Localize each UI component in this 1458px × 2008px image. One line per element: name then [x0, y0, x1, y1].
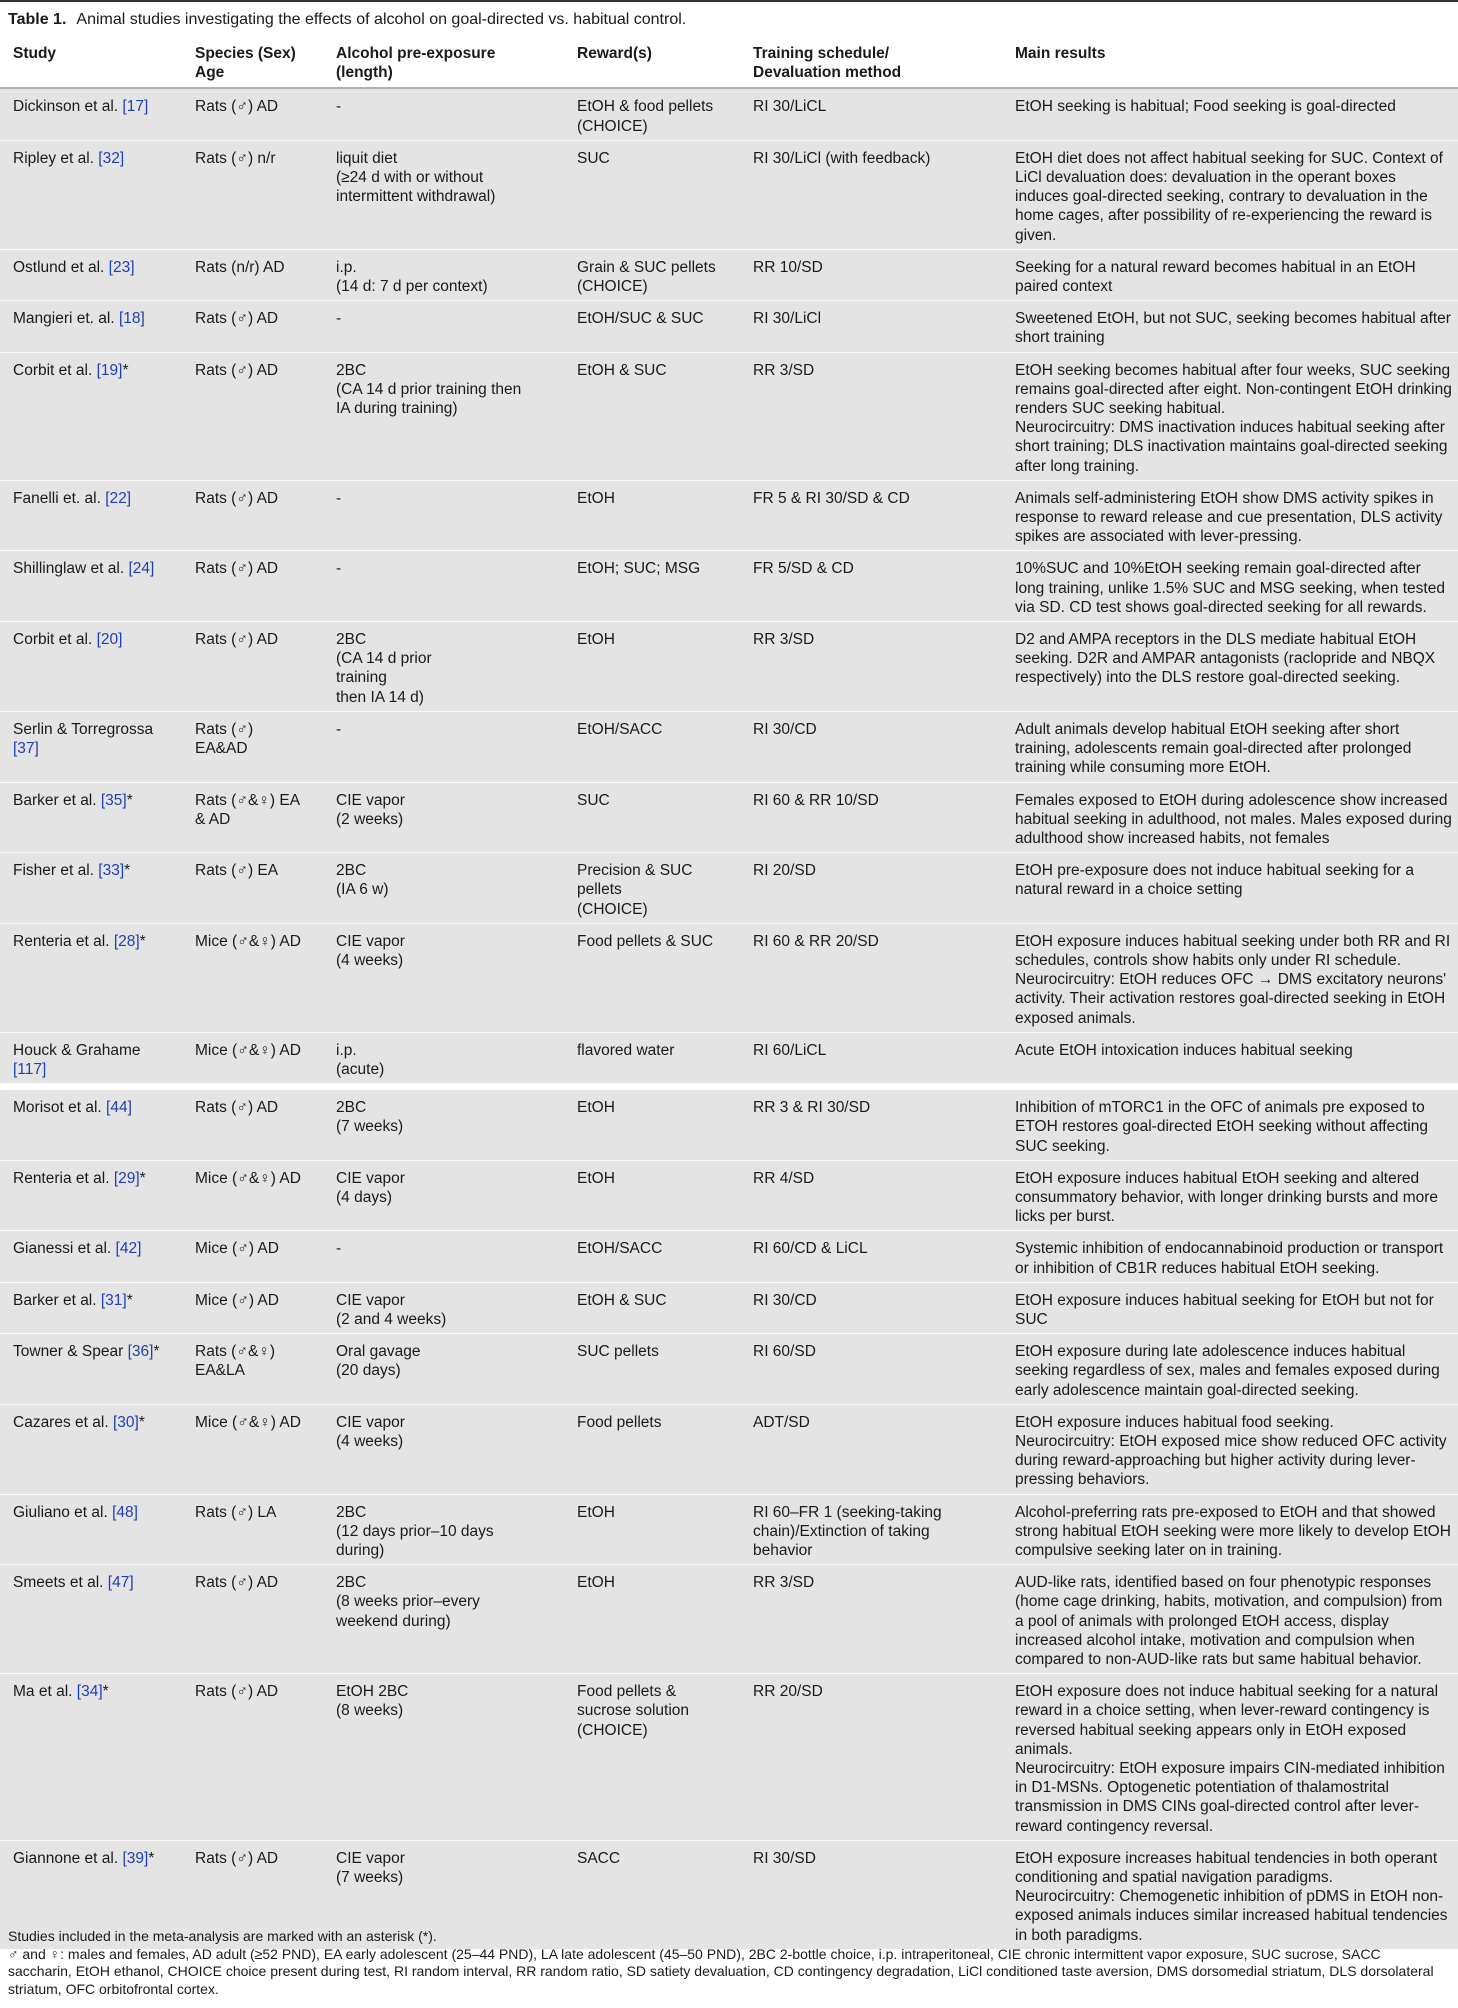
reward-cell: SACC [564, 1840, 740, 1949]
reference-link[interactable]: [37] [13, 740, 39, 758]
schedule-cell: RI 60/SD [740, 1334, 1002, 1405]
results-cell: EtOH exposure induces habitual food seeking. Neurocircuitry: EtOH exposed mice show reduced OFC activity during reward-approaching but higher activity during lever-pressing behaviors. [1002, 1404, 1458, 1494]
reference-link[interactable]: [18] [118, 310, 145, 328]
results-cell: Seeking for a natural reward becomes habitual in an EtOH paired context [1002, 249, 1458, 300]
exposure-cell: Oral gavage (20 days) [323, 1334, 564, 1405]
reference-link[interactable]: [24] [128, 560, 155, 578]
reward-cell: EtOH/SACC [564, 711, 740, 782]
study-cell [0, 853, 182, 924]
study-cell [0, 782, 182, 853]
schedule-cell: RI 30/SD [740, 1840, 1002, 1949]
species-cell: Rats (♂) LA [182, 1494, 323, 1565]
table-row [0, 1334, 1458, 1405]
species-cell: Rats (♂) AD [182, 88, 323, 140]
exposure-cell: 2BC (8 weeks prior–every weekend during) [323, 1565, 564, 1674]
table-row [0, 1282, 1458, 1333]
table-row [0, 1231, 1458, 1282]
study-authors: Barker et al. [13, 791, 97, 809]
study-cell [0, 140, 182, 249]
table-row [0, 1160, 1458, 1231]
species-cell: Rats (♂) n/r [182, 140, 323, 249]
column-header-exposure: Alcohol pre-exposure (length) [323, 34, 564, 88]
study-cell [0, 1494, 182, 1565]
reward-cell: EtOH [564, 480, 740, 551]
schedule-cell: FR 5/SD & CD [740, 551, 1002, 622]
reward-cell: EtOH [564, 1090, 740, 1160]
results-cell: Systemic inhibition of endocannabinoid production or transport or inhibition of CB1R reduces habitual EtOH seeking. [1002, 1231, 1458, 1282]
exposure-cell: - [323, 1231, 564, 1282]
species-cell: Rats (n/r) AD [182, 249, 323, 300]
exposure-cell: - [323, 301, 564, 352]
table-row [0, 301, 1458, 352]
species-cell: Rats (♂) AD [182, 551, 323, 622]
schedule-cell: RR 3 & RI 30/SD [740, 1090, 1002, 1160]
results-cell: Alcohol-preferring rats pre-exposed to EtOH and that showed strong habitual EtOH seeking were more likely to develop EtOH compulsive seeking later on in training. [1002, 1494, 1458, 1565]
reference-link[interactable]: [23] [108, 258, 135, 276]
study-authors: Corbit et al. [13, 631, 93, 649]
schedule-cell: RI 60 & RR 10/SD [740, 782, 1002, 853]
exposure-cell: - [323, 480, 564, 551]
schedule-cell: RR 3/SD [740, 622, 1002, 712]
table-body [0, 88, 1458, 1949]
schedule-cell: ADT/SD [740, 1404, 1002, 1494]
table-title: Animal studies investigating the effects of alcohol on goal-directed vs. habitual control. [76, 11, 687, 28]
reward-cell: SUC [564, 140, 740, 249]
results-cell: EtOH exposure induces habitual EtOH seeking and altered consummatory behavior, with longer drinking bursts and more licks per burst. [1002, 1160, 1458, 1231]
results-cell: EtOH exposure increases habitual tendencies in both operant conditioning and spatial navigation paradigms. Neurocircuitry: Chemogenetic inhibition of pDMS in EtOH non-exposed animals induces similar increased habitual tendencies in both paradigms. [1002, 1840, 1458, 1949]
study-authors: Towner & Spear [13, 1343, 124, 1361]
reward-cell: Grain & SUC pellets (CHOICE) [564, 249, 740, 300]
table-row [0, 711, 1458, 782]
meta-analysis-marker: * [122, 361, 129, 379]
reward-cell: EtOH/SACC [564, 1231, 740, 1282]
exposure-cell: CIE vapor (4 weeks) [323, 1404, 564, 1494]
reference-link[interactable]: [44] [106, 1099, 132, 1117]
results-cell: EtOH seeking is habitual; Food seeking is goal-directed [1002, 88, 1458, 140]
reward-cell: SUC pellets [564, 1334, 740, 1405]
schedule-cell: RI 60/CD & LiCL [740, 1231, 1002, 1282]
results-cell: EtOH exposure does not induce habitual seeking for a natural reward in a choice setting, when lever-reward contingency is reversed habitual seeking appears only in EtOH exposed animals. Neurocircuitry: EtOH exposure impairs CIN-mediated inhibition in D1-MSNs. Optogenetic potentiation of thalamostrital transmission in DMS CINs goal-directed control after lever-reward contingency reversal. [1002, 1674, 1458, 1841]
study-cell [0, 711, 182, 782]
exposure-cell: i.p. (acute) [323, 1032, 564, 1083]
exposure-cell: i.p. (14 d: 7 d per context) [323, 249, 564, 300]
reward-cell: EtOH & SUC [564, 1282, 740, 1333]
table-row [0, 853, 1458, 924]
results-cell: Animals self-administering EtOH show DMS activity spikes in response to reward release and cue presentation, DLS activity spikes are associated with lever-pressing. [1002, 480, 1458, 551]
table-row [0, 1090, 1458, 1160]
table-label: Table 1. [8, 11, 67, 28]
study-cell [0, 1404, 182, 1494]
reward-cell: EtOH; SUC; MSG [564, 551, 740, 622]
footnote-abbreviations: ♂ and ♀: males and females, AD adult (≥52 PND), EA early adolescent (25–44 PND), LA late adolescent (45–50 PND), 2BC 2-bottle choice, i.p. intraperitoneal, CIE chronic intermittent vapor exposure, SUC sucrose, SACC saccharin, EtOH ethanol, CHOICE choice present during test, RI random interval, RR random ratio, SD satiety devaluation, CD contingency degradation, LiCl conditioned taste aversion, DMS dorsomedial striatum, DLS dorsolateral striatum, OFC orbitofrontal cortex. [8, 1945, 1434, 1997]
column-header-rewards: Reward(s) [564, 34, 740, 88]
study-cell [0, 1231, 182, 1282]
reward-cell: Food pellets & SUC [564, 923, 740, 1032]
species-cell: Mice (♂&♀) AD [182, 1404, 323, 1494]
exposure-cell: CIE vapor (4 weeks) [323, 923, 564, 1032]
study-cell [0, 1565, 182, 1674]
column-header-results: Main results [1002, 34, 1458, 88]
schedule-cell: RR 10/SD [740, 249, 1002, 300]
study-cell [0, 1090, 182, 1160]
reference-link[interactable]: [20] [96, 631, 123, 649]
reference-link[interactable]: [30] [112, 1413, 139, 1431]
reference-link[interactable]: [33] [98, 862, 125, 880]
table-footnotes [8, 1928, 1448, 1998]
reference-link[interactable]: [47] [107, 1574, 134, 1592]
exposure-cell: 2BC (IA 6 w) [323, 853, 564, 924]
schedule-cell: RI 30/CD [740, 1282, 1002, 1333]
exposure-cell: - [323, 711, 564, 782]
reward-cell: EtOH [564, 1160, 740, 1231]
study-cell [0, 622, 182, 712]
species-cell: Rats (♂&♀) EA&LA [182, 1334, 323, 1405]
study-authors: Renteria et al. [13, 932, 110, 950]
species-cell: Rats (♂) AD [182, 1565, 323, 1674]
study-authors: Dickinson et al. [13, 98, 119, 116]
table-row [0, 622, 1458, 712]
study-cell [0, 1674, 182, 1841]
table-row [0, 551, 1458, 622]
species-cell: Rats (♂) AD [182, 1674, 323, 1841]
study-authors: Serlin & Torregrossa [13, 720, 154, 738]
exposure-cell: CIE vapor (2 weeks) [323, 782, 564, 853]
study-cell [0, 551, 182, 622]
meta-analysis-marker: * [124, 862, 131, 880]
study-cell [0, 1160, 182, 1231]
results-cell: Sweetened EtOH, but not SUC, seeking becomes habitual after short training [1002, 301, 1458, 352]
reference-link[interactable]: [42] [115, 1240, 142, 1258]
species-cell: Mice (♂&♀) AD [182, 1032, 323, 1083]
study-cell [0, 1032, 182, 1083]
table-row [0, 1032, 1458, 1083]
results-cell: AUD-like rats, identified based on four phenotypic responses (home cage drinking, habits, motivation, and compulsion) from a pool of animals with prolonged EtOH access, display increased alcohol intake, motivation and compulsion when compared to non-AUD-like rats but same habitual behavior. [1002, 1565, 1458, 1674]
study-authors: Corbit et al. [13, 361, 93, 379]
study-cell [0, 1282, 182, 1333]
species-cell: Rats (♂) AD [182, 301, 323, 352]
reference-link[interactable]: [19] [96, 361, 123, 379]
schedule-cell: RR 3/SD [740, 352, 1002, 480]
study-authors: Ripley et al. [13, 149, 94, 167]
results-cell: EtOH pre-exposure does not induce habitual seeking for a natural reward in a choice setting [1002, 853, 1458, 924]
species-cell: Rats (♂) EA [182, 853, 323, 924]
table-row [0, 1404, 1458, 1494]
results-cell: Females exposed to EtOH during adolescence show increased habitual seeking in adulthood, not males. Males exposed during adulthood show increased habits, not females [1002, 782, 1458, 853]
reward-cell: flavored water [564, 1032, 740, 1083]
results-cell: D2 and AMPA receptors in the DLS mediate habitual EtOH seeking. D2R and AMPAR antagonists (raclopride and NBQX respectively) into the DLS restore goal-directed seeking. [1002, 622, 1458, 712]
reference-link[interactable]: [32] [98, 149, 125, 167]
study-cell [0, 301, 182, 352]
study-authors: Houck & Grahame [13, 1041, 141, 1059]
study-authors: Fanelli et. al. [13, 489, 101, 507]
study-authors: Cazares et al. [13, 1413, 109, 1431]
schedule-cell: RI 30/LiCl (with feedback) [740, 140, 1002, 249]
column-header-species: Species (Sex) Age [182, 34, 323, 88]
results-cell: EtOH diet does not affect habitual seeking for SUC. Context of LiCl devaluation does: devaluation in the operant boxes induces goal-directed seeking, contrary to devaluation in the home cages, after possibility of re-experiencing the reward is given. [1002, 140, 1458, 249]
meta-analysis-marker: * [148, 1849, 155, 1867]
study-authors: Renteria et al. [13, 1169, 110, 1187]
reward-cell: Food pellets & sucrose solution (CHOICE) [564, 1674, 740, 1841]
schedule-cell: RI 60/LiCL [740, 1032, 1002, 1083]
results-cell: EtOH seeking becomes habitual after four weeks, SUC seeking remains goal-directed after eight. Non-contingent EtOH drinking renders SUC seeking habitual. Neurocircuitry: DMS inactivation induces habitual seeking after short training; DLS inactivation maintains goal-directed seeking after long training. [1002, 352, 1458, 480]
reference-link[interactable]: [28] [113, 932, 140, 950]
reference-link[interactable]: [22] [105, 489, 132, 507]
species-cell: Rats (♂) EA&AD [182, 711, 323, 782]
table-caption-bar [0, 0, 1458, 33]
table-row [0, 923, 1458, 1032]
study-cell [0, 352, 182, 480]
table-row [0, 782, 1458, 853]
reference-link[interactable]: [17] [122, 98, 149, 116]
schedule-cell: RI 30/LiCl [740, 301, 1002, 352]
reward-cell: EtOH/SUC & SUC [564, 301, 740, 352]
exposure-cell: 2BC (CA 14 d prior training then IA during training) [323, 352, 564, 480]
reward-cell: EtOH & food pellets (CHOICE) [564, 88, 740, 140]
results-cell: EtOH exposure during late adolescence induces habitual seeking regardless of sex, males and females exposed during early adolescence maintain goal-directed seeking. [1002, 1334, 1458, 1405]
column-header-study: Study [0, 34, 182, 88]
reference-link[interactable]: [39] [122, 1849, 149, 1867]
study-authors: Mangieri et. al. [13, 310, 115, 328]
study-cell [0, 249, 182, 300]
results-cell: EtOH exposure induces habitual seeking under both RR and RI schedules, controls show habits only under RI schedule. Neurocircuitry: EtOH reduces OFC → DMS excitatory neurons' activity. Their activation restores goal-directed seeking in EtOH exposed animals. [1002, 923, 1458, 1032]
column-header-schedule: Training schedule/ Devaluation method [740, 34, 1002, 88]
schedule-cell: FR 5 & RI 30/SD & CD [740, 480, 1002, 551]
reference-link[interactable]: [31] [100, 1291, 127, 1309]
reference-link[interactable]: [117] [13, 1060, 47, 1078]
species-cell: Rats (♂) AD [182, 1090, 323, 1160]
reward-cell: Precision & SUC pellets (CHOICE) [564, 853, 740, 924]
meta-analysis-marker: * [153, 1343, 160, 1361]
schedule-cell: RR 4/SD [740, 1160, 1002, 1231]
schedule-cell: RI 30/CD [740, 711, 1002, 782]
table-row [0, 1565, 1458, 1674]
exposure-cell: liquit diet (≥24 d with or without intermittent withdrawal) [323, 140, 564, 249]
species-cell: Mice (♂) AD [182, 1282, 323, 1333]
table-header [0, 34, 1458, 88]
meta-analysis-marker: * [126, 1291, 133, 1309]
table-row [0, 352, 1458, 480]
table-row [0, 140, 1458, 249]
table-row [0, 1494, 1458, 1565]
study-authors: Morisot et al. [13, 1099, 102, 1117]
table-row [0, 1674, 1458, 1841]
schedule-cell: RI 60–FR 1 (seeking-taking chain)/Extinction of taking behavior [740, 1494, 1002, 1565]
study-cell [0, 88, 182, 140]
species-cell: Rats (♂) AD [182, 1840, 323, 1949]
reward-cell: Food pellets [564, 1404, 740, 1494]
meta-analysis-marker: * [139, 1169, 146, 1187]
meta-analysis-marker: * [138, 1413, 145, 1431]
schedule-cell: RI 30/LiCL [740, 88, 1002, 140]
exposure-cell: - [323, 551, 564, 622]
reward-cell: EtOH [564, 1494, 740, 1565]
footnote-asterisk: Studies included in the meta-analysis are marked with an asterisk (*). [8, 1928, 437, 1944]
reference-link[interactable]: [48] [112, 1503, 138, 1521]
study-authors: Ostlund et al. [13, 258, 105, 276]
reference-link[interactable]: [36] [127, 1343, 154, 1361]
species-cell: Rats (♂&♀) EA & AD [182, 782, 323, 853]
results-cell: Adult animals develop habitual EtOH seeking after short training, adolescents remain goal-directed after prolonged training while consuming more EtOH. [1002, 711, 1458, 782]
meta-analysis-marker: * [126, 791, 133, 809]
reference-link[interactable]: [35] [100, 791, 127, 809]
reward-cell: EtOH & SUC [564, 352, 740, 480]
reward-cell: SUC [564, 782, 740, 853]
table-row [0, 249, 1458, 300]
exposure-cell: CIE vapor (4 days) [323, 1160, 564, 1231]
table-row [0, 480, 1458, 551]
schedule-cell: RR 20/SD [740, 1674, 1002, 1841]
exposure-cell: CIE vapor (2 and 4 weeks) [323, 1282, 564, 1333]
results-cell: Acute EtOH intoxication induces habitual seeking [1002, 1032, 1458, 1083]
study-cell [0, 923, 182, 1032]
exposure-cell: - [323, 88, 564, 140]
results-cell: Inhibition of mTORC1 in the OFC of animals pre exposed to ETOH restores goal-directed EtOH seeking without affecting SUC seeking. [1002, 1090, 1458, 1160]
exposure-cell: 2BC (CA 14 d prior training then IA 14 d) [323, 622, 564, 712]
study-authors: Barker et al. [13, 1291, 97, 1309]
reference-link[interactable]: [34] [76, 1683, 103, 1701]
study-cell [0, 1334, 182, 1405]
species-cell: Rats (♂) AD [182, 622, 323, 712]
schedule-cell: RR 3/SD [740, 1565, 1002, 1674]
species-cell: Rats (♂) AD [182, 480, 323, 551]
study-authors: Giuliano et al. [13, 1503, 108, 1521]
reward-cell: EtOH [564, 1565, 740, 1674]
study-authors: Gianessi et al. [13, 1240, 112, 1258]
study-authors: Smeets et al. [13, 1574, 104, 1592]
studies-table [0, 34, 1458, 1950]
species-cell: Rats (♂) AD [182, 352, 323, 480]
schedule-cell: RI 20/SD [740, 853, 1002, 924]
results-cell: 10%SUC and 10%EtOH seeking remain goal-directed after long training, unlike 1.5% SUC and MSG seeking, when tested via SD. CD test shows goal-directed seeking for all rewards. [1002, 551, 1458, 622]
study-cell [0, 480, 182, 551]
study-authors: Giannone et al. [13, 1849, 119, 1867]
exposure-cell: 2BC (7 weeks) [323, 1090, 564, 1160]
study-authors: Fisher et al. [13, 862, 94, 880]
exposure-cell: CIE vapor (7 weeks) [323, 1840, 564, 1949]
meta-analysis-marker: * [102, 1683, 109, 1701]
reward-cell: EtOH [564, 622, 740, 712]
study-authors: Ma et al. [13, 1683, 73, 1701]
study-authors: Shillinglaw et al. [13, 560, 125, 578]
results-cell: EtOH exposure induces habitual seeking for EtOH but not for SUC [1002, 1282, 1458, 1333]
schedule-cell: RI 60 & RR 20/SD [740, 923, 1002, 1032]
species-cell: Mice (♂) AD [182, 1231, 323, 1282]
species-cell: Mice (♂&♀) AD [182, 923, 323, 1032]
exposure-cell: 2BC (12 days prior–10 days during) [323, 1494, 564, 1565]
table-row [0, 88, 1458, 140]
meta-analysis-marker: * [139, 932, 146, 950]
reference-link[interactable]: [29] [113, 1169, 140, 1187]
table-caption [8, 10, 686, 30]
exposure-cell: EtOH 2BC (8 weeks) [323, 1674, 564, 1841]
species-cell: Mice (♂&♀) AD [182, 1160, 323, 1231]
